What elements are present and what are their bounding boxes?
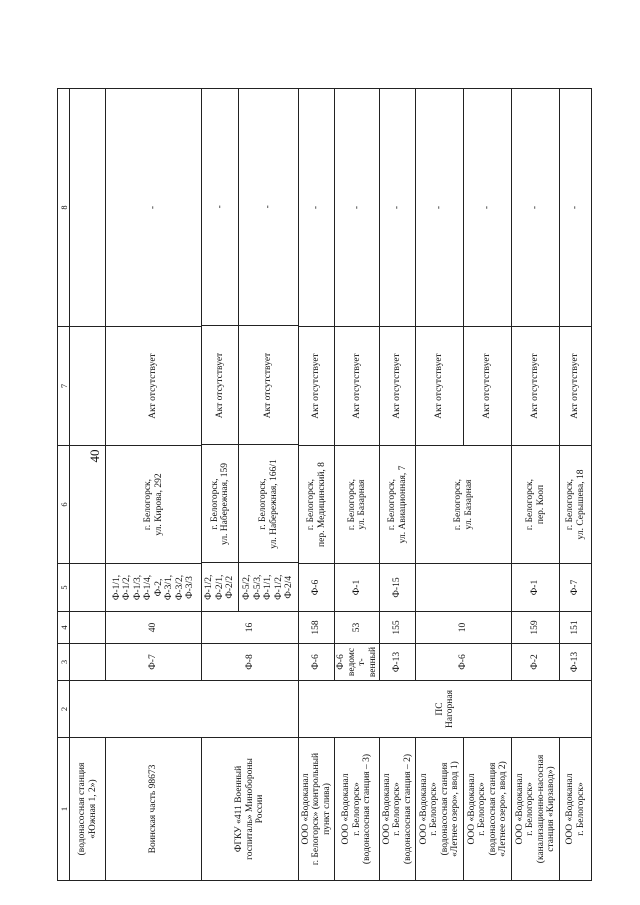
cell-empty <box>70 446 106 564</box>
cell-act: Акт отсутствует <box>106 327 202 446</box>
cell-address: г. Белогорск, ул. Авиационная, 7 <box>380 446 416 564</box>
cell-act: Акт отсутствует <box>416 327 464 446</box>
cell-dash: - <box>299 89 335 327</box>
column-header: 5 <box>58 564 70 612</box>
cell-lines: Ф-1 <box>512 564 560 612</box>
cell-lines: Ф-5/2, Ф-5/3, Ф-1/1, Ф-1/2, Ф-2/4 <box>239 563 298 611</box>
cell-act: Акт отсутствует <box>239 326 298 445</box>
cell-consumer: ООО «Водоканал г. Белогорск» (канализационно-насосная станция «Кирзавод») <box>512 738 560 881</box>
table-row <box>512 89 560 881</box>
cell-feeder: Ф-13 <box>380 644 416 681</box>
cell-act: Акт отсутствует <box>512 327 560 446</box>
cell-address: г. Белогорск, пер. Медицинский, 8 <box>299 446 335 564</box>
cell-number: 53 <box>335 612 380 644</box>
cell-address: г. Белогорск, ул. Набережная, 166/1 <box>239 445 298 563</box>
cell-dash: - <box>512 89 560 327</box>
column-header-row <box>58 89 70 881</box>
column-header: 8 <box>58 89 70 327</box>
cell-address: г. Белогорск, ул. Серышева, 18 <box>560 446 592 564</box>
table-row <box>335 89 380 881</box>
cell-number: 16 <box>202 612 299 644</box>
cell-feeder: Ф-8 <box>202 644 299 681</box>
table-row <box>380 89 416 881</box>
cell-consumer: (водонасосная станция «Южная 1, 2») <box>70 738 106 881</box>
cell-feeder: Ф-13 <box>560 644 592 681</box>
cell-lines: Ф-6 <box>299 564 335 612</box>
cell-number: 40 <box>106 612 202 644</box>
cell-feeder: Ф-6 <box>299 644 335 681</box>
table-row <box>106 89 202 881</box>
column-header: 3 <box>58 644 70 681</box>
cell-consumer: Воинская часть 98673 <box>106 738 202 881</box>
cell-address: г. Белогорск, ул. Кирова, 292 <box>106 446 202 564</box>
cell-feeder: Ф-6 <box>416 644 512 681</box>
cell-act: Акт отсутствует <box>299 327 335 446</box>
cell-consumer: ООО «Водоканал г. Белогорск» <box>560 738 592 881</box>
cell-address: г. Белогорск, ул. Набережная, 159 <box>202 445 239 563</box>
cell-empty <box>416 564 512 612</box>
cell-number: 159 <box>512 612 560 644</box>
cell-lines: Ф-1 <box>335 564 380 612</box>
cell-dash: - <box>202 88 239 326</box>
column-header: 6 <box>58 446 70 564</box>
cell-act: Акт отсутствует <box>335 327 380 446</box>
column-header: 2 <box>58 681 70 738</box>
cell-dash: - <box>560 89 592 327</box>
cell-empty <box>70 564 106 612</box>
cell-dash: - <box>416 89 464 327</box>
table-row <box>70 89 106 881</box>
cell-address: г. Белогорск, ул. Базарная <box>335 446 380 564</box>
cell-number: 155 <box>380 612 416 644</box>
cell-feeder: Ф-7 <box>106 644 202 681</box>
table-row <box>560 89 592 881</box>
cell-dash: - <box>380 89 416 327</box>
cell-empty <box>70 89 106 327</box>
cell-dash: - <box>239 88 298 326</box>
cell-consumer: ООО «Водоканал г. Белогорск» (водонасосная станция – 3) <box>335 738 380 881</box>
cell-consumer: ООО «Водоканал г. Белогорск» (водонасосная станция «Летнее озеро», ввод 2) <box>464 738 512 881</box>
table-row <box>202 89 299 881</box>
page-number: 40 <box>87 449 102 463</box>
table-subrow <box>202 88 239 611</box>
cell-act: Акт отсутствует <box>464 327 512 446</box>
rotated-table-container <box>57 89 586 881</box>
cell-lines: Ф-1/1, Ф-1/2, Ф-1/3, Ф-1/4, Ф-2, Ф-3/1, Ф-3/2, Ф-3/3 <box>106 564 202 612</box>
data-table <box>57 88 592 881</box>
cell-consumer: ООО «Водоканал г. Белогорск» (контрольный пункт слива) <box>299 738 335 881</box>
cell-empty <box>70 612 106 644</box>
cell-act: Акт отсутствует <box>380 327 416 446</box>
cell-act: Акт отсутствует <box>202 326 239 445</box>
column-header: 1 <box>58 738 70 881</box>
cell-consumer: ФГКУ «411 Военный госпиталь» Минобороны России <box>202 738 299 881</box>
cell-dash: - <box>106 89 202 327</box>
cell-address: г. Белогорск, пер. Кооп <box>512 446 560 564</box>
cell-lines: Ф-1/2, Ф-2/1, Ф-2/2 <box>202 563 239 611</box>
cell-feeder: Ф-6 ведомст- венный <box>335 644 380 681</box>
column-header: 7 <box>58 327 70 446</box>
table-row <box>299 89 335 881</box>
cell-feeder: Ф-2 <box>512 644 560 681</box>
cell-substation: ПС Нагорная <box>299 681 592 738</box>
cell-dash: - <box>464 89 512 327</box>
nested-subrows <box>202 88 298 611</box>
cell-empty <box>70 681 299 738</box>
cell-consumer: ООО «Водоканал г. Белогорск» (водонасосная станция «Летнее озеро», ввод 1) <box>416 738 464 881</box>
cell-split <box>202 89 299 612</box>
cell-act: Акт отсутствует <box>560 327 592 446</box>
table-subrow <box>239 88 298 611</box>
cell-number: 158 <box>299 612 335 644</box>
cell-number: 151 <box>560 612 592 644</box>
cell-lines: Ф-15 <box>380 564 416 612</box>
cell-lines: Ф-7 <box>560 564 592 612</box>
cell-empty <box>70 644 106 681</box>
cell-empty <box>70 327 106 446</box>
cell-consumer: ООО «Водоканал г. Белогорск» (водонасосная станция – 2) <box>380 738 416 881</box>
table-row <box>416 89 464 881</box>
column-header: 4 <box>58 612 70 644</box>
cell-number: 10 <box>416 612 512 644</box>
cell-dash: - <box>335 89 380 327</box>
cell-address: г. Белогорск, ул. Базарная <box>416 446 512 564</box>
